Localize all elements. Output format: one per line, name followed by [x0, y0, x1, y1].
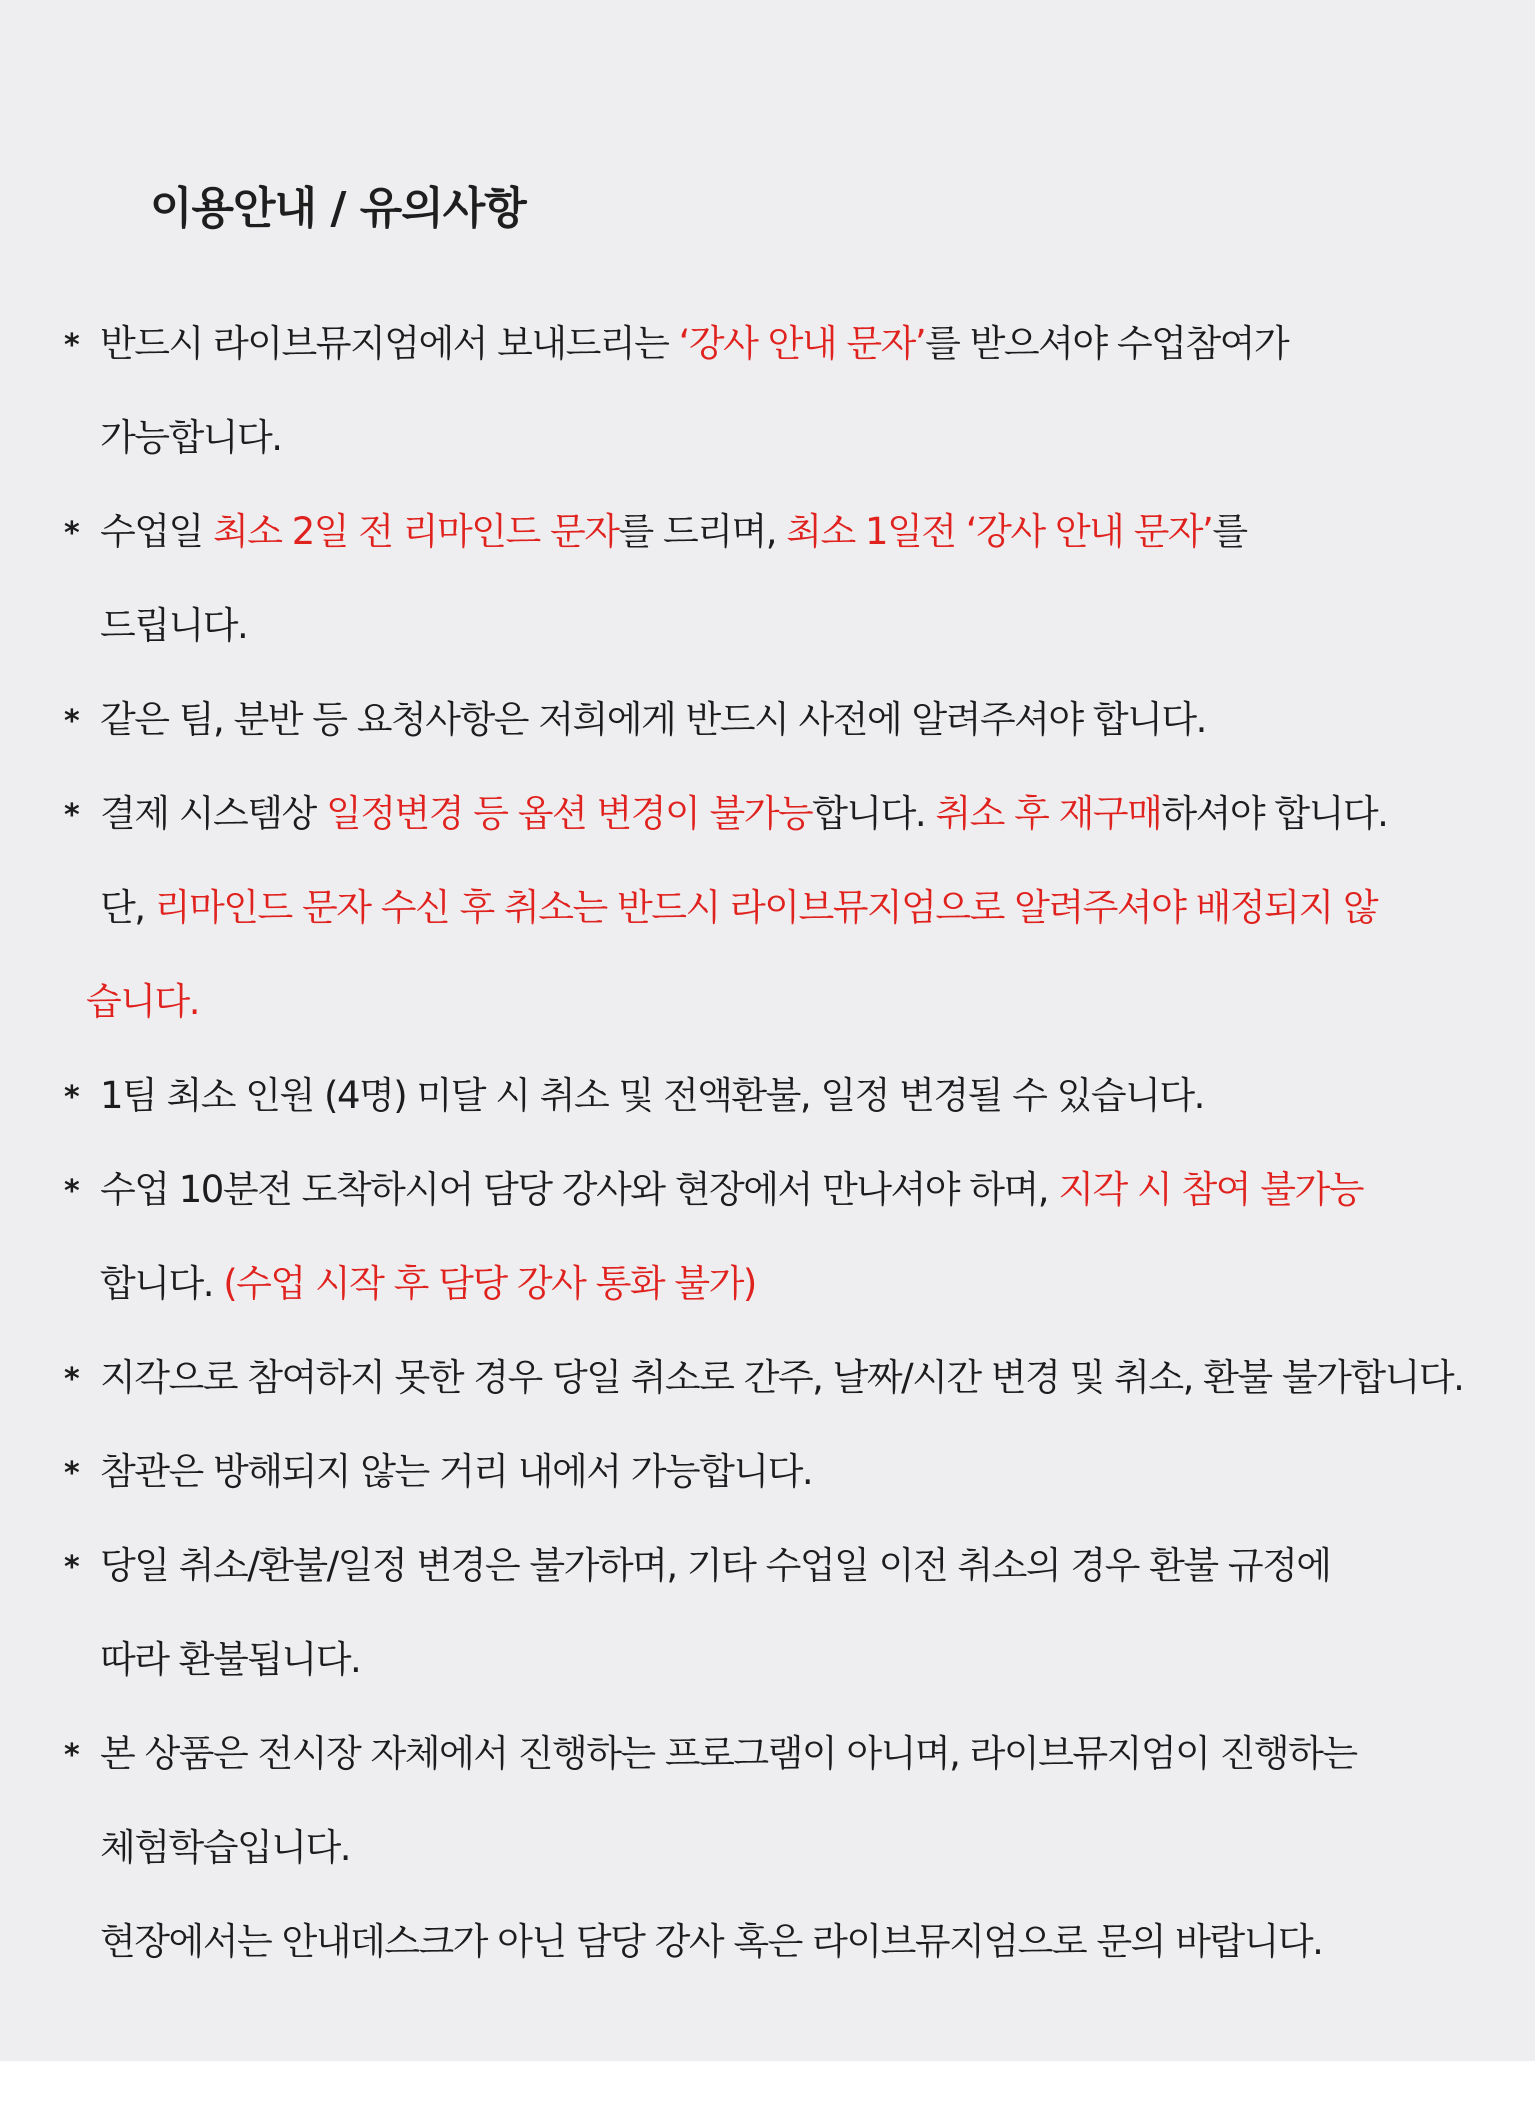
notice-text: 반드시 라이브뮤지엄에서 보내드리는 [100, 322, 679, 365]
bullet-star-icon: * [64, 1080, 80, 1115]
notice-item [100, 1354, 1463, 1402]
notice-text: 드립니다. [100, 604, 248, 647]
notice-item-continuation [86, 978, 199, 1026]
highlight-text: 습니다. [86, 980, 199, 1023]
highlight-text: 취소 후 재구매 [935, 792, 1162, 835]
notice-item [100, 320, 1288, 368]
bullet-star-icon: * [64, 1550, 80, 1585]
highlight-text: (수업 시작 후 담당 강사 통화 불가) [223, 1262, 756, 1305]
page-title: 이용안내 / 유의사항 [150, 183, 526, 234]
notice-item [100, 508, 1247, 556]
notice-item-continuation [100, 1260, 756, 1308]
notice-item [100, 1072, 1204, 1120]
bullet-star-icon: * [64, 516, 80, 551]
notice-text: 지각으로 참여하지 못한 경우 당일 취소로 간주, 날짜/시간 변경 및 취소, 환불 불가합니다. [100, 1356, 1464, 1399]
notice-text: 가능합니다. [100, 416, 282, 459]
notice-text: 단, [100, 886, 155, 929]
notice-item-continuation [100, 414, 281, 462]
notice-text: 합니다. [100, 1262, 224, 1305]
bullet-star-icon: * [64, 328, 80, 363]
highlight-text: 최소 2일 전 리마인드 문자 [213, 510, 619, 553]
notice-item [100, 1448, 812, 1496]
notice-item [100, 696, 1206, 744]
notice-text: 1팀 최소 인원 (4명) 미달 시 취소 및 전액환불, 일정 변경될 수 있습니다. [100, 1074, 1204, 1117]
notice-item [100, 790, 1387, 838]
bullet-star-icon: * [64, 1174, 80, 1209]
notice-text: 당일 취소/환불/일정 변경은 불가하며, 기타 수업일 이전 취소의 경우 환불 규정에 [100, 1544, 1331, 1587]
bullet-star-icon: * [64, 1362, 80, 1397]
notice-item [100, 1730, 1357, 1778]
notice-text: 합니다. [812, 792, 936, 835]
notice-item [100, 1542, 1331, 1590]
notice-item-continuation [100, 1824, 350, 1872]
highlight-text: 최소 1일전 ‘강사 안내 문자’ [786, 510, 1213, 553]
notice-text: 하셔야 합니다. [1161, 792, 1388, 835]
notice-item-continuation [100, 1636, 360, 1684]
notice-text: 현장에서는 안내데스크가 아닌 담당 강사 혹은 라이브뮤지엄으로 문의 바랍니다. [100, 1920, 1323, 1963]
notice-text: 를 받으셔야 수업참여가 [925, 322, 1289, 365]
notice-text: 참관은 방해되지 않는 거리 내에서 가능합니다. [100, 1450, 813, 1493]
highlight-text: 일정변경 등 옵션 변경이 불가능 [325, 792, 813, 835]
notice-text: 체험학습입니다. [100, 1826, 350, 1869]
notice-text: 를 드리며, [618, 510, 787, 553]
highlight-text: 지각 시 참여 불가능 [1058, 1168, 1363, 1211]
bullet-star-icon: * [64, 704, 80, 739]
notice-text: 결제 시스템상 [100, 792, 326, 835]
notice-item [100, 1166, 1363, 1214]
notice-text: 따라 환불됩니다. [100, 1638, 361, 1681]
notice-text: 를 [1212, 510, 1247, 553]
notice-item-continuation [100, 1918, 1322, 1966]
notice-item-continuation [100, 884, 1377, 932]
bullet-star-icon: * [64, 1738, 80, 1773]
highlight-text: ‘강사 안내 문자’ [678, 322, 926, 365]
notice-text: 본 상품은 전시장 자체에서 진행하는 프로그램이 아니며, 라이브뮤지엄이 진행하는 [100, 1732, 1357, 1775]
notice-text: 같은 팀, 분반 등 요청사항은 저희에게 반드시 사전에 알려주셔야 합니다. [100, 698, 1206, 741]
bullet-star-icon: * [64, 798, 80, 833]
highlight-text: 리마인드 문자 수신 후 취소는 반드시 라이브뮤지엄으로 알려주셔야 배정되지 않 [154, 886, 1378, 929]
bullet-star-icon: * [64, 1456, 80, 1491]
notice-text: 수업일 [100, 510, 213, 553]
notice-item-continuation [100, 602, 247, 650]
notice-text: 수업 10분전 도착하시어 담당 강사와 현장에서 만나셔야 하며, [100, 1168, 1059, 1211]
